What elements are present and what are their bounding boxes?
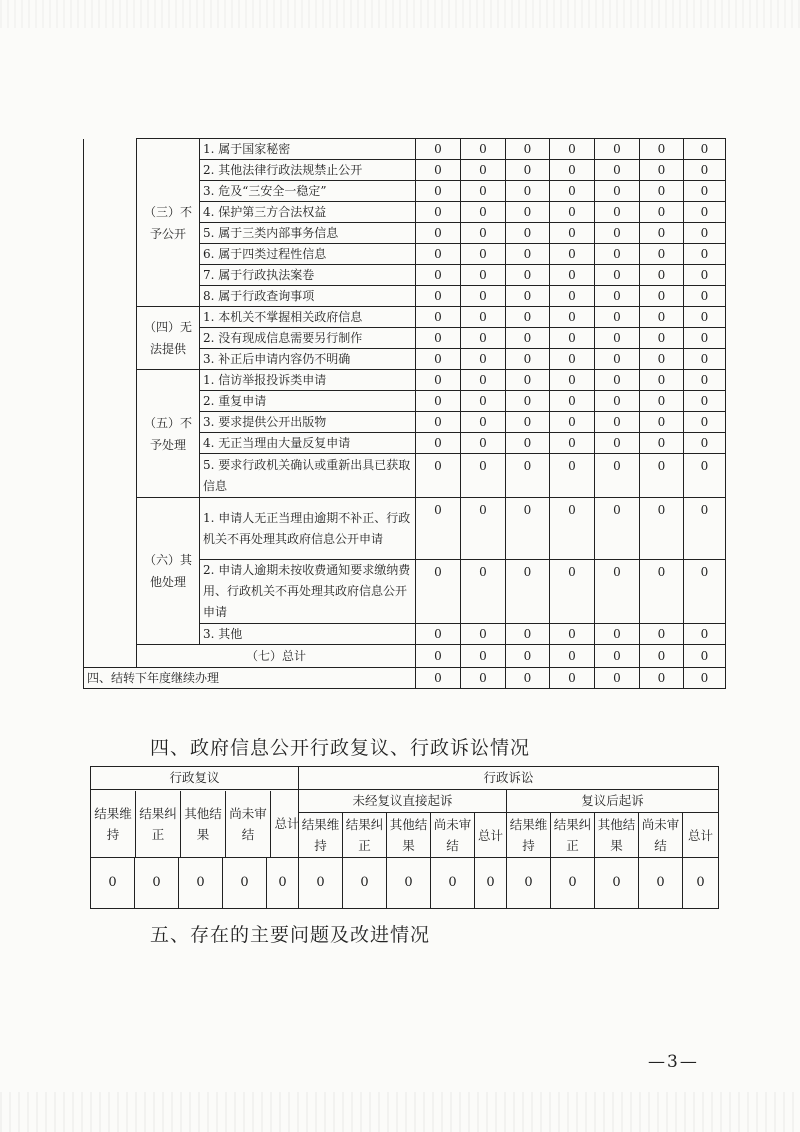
value-cell: 0	[343, 858, 387, 909]
blank-cell	[84, 391, 137, 412]
value-cell: 0	[416, 265, 461, 286]
admin-review-header: 行政复议	[91, 767, 299, 790]
value-cell: 0	[550, 498, 595, 560]
value-cell: 0	[640, 181, 684, 202]
item-label: 5. 属于三类内部事务信息	[200, 223, 416, 244]
carry-over-label: 四、结转下年度继续办理	[84, 668, 416, 689]
value-cell: 0	[684, 139, 726, 160]
value-cell: 0	[461, 160, 506, 181]
blank-cell	[84, 412, 137, 433]
value-cell: 0	[91, 858, 135, 909]
page-number: —3—	[648, 1052, 699, 1072]
litigation-subheader-row	[91, 790, 719, 813]
review-values-row	[91, 858, 719, 909]
value-cell: 0	[684, 560, 726, 624]
value-cell: 0	[461, 498, 506, 560]
value-cell: 0	[461, 328, 506, 349]
scan-noise-top	[0, 0, 800, 28]
item-label: 4. 无正当理由大量反复申请	[200, 433, 416, 454]
blank-cell	[84, 624, 137, 645]
value-cell: 0	[550, 560, 595, 624]
item-label: 3. 要求提供公开出版物	[200, 412, 416, 433]
value-cell: 0	[684, 181, 726, 202]
value-cell: 0	[684, 454, 726, 498]
value-cell: 0	[595, 160, 640, 181]
item-label: 1. 属于国家秘密	[200, 139, 416, 160]
value-cell: 0	[550, 286, 595, 307]
item-label: 3. 其他	[200, 624, 416, 645]
value-cell: 0	[550, 202, 595, 223]
value-cell: 0	[461, 349, 506, 370]
blank-cell	[84, 433, 137, 454]
value-cell: 0	[595, 624, 640, 645]
value-cell: 0	[416, 181, 461, 202]
value-cell: 0	[416, 391, 461, 412]
review-litigation-table	[90, 766, 719, 909]
category-label: （六）其他处理	[137, 498, 200, 645]
value-cell: 0	[684, 391, 726, 412]
value-cell: 0	[416, 349, 461, 370]
item-label: 5. 要求行政机关确认或重新出具已获取信息	[200, 454, 416, 498]
value-cell: 0	[595, 265, 640, 286]
value-cell: 0	[550, 454, 595, 498]
value-cell: 0	[551, 858, 595, 909]
value-cell: 0	[506, 139, 550, 160]
value-cell: 0	[595, 412, 640, 433]
value-cell: 0	[461, 181, 506, 202]
value-cell: 0	[461, 265, 506, 286]
value-cell: 0	[640, 202, 684, 223]
value-cell: 0	[595, 668, 640, 689]
value-cell: 0	[416, 412, 461, 433]
value-cell: 0	[640, 160, 684, 181]
value-cell: 0	[506, 433, 550, 454]
value-cell: 0	[461, 391, 506, 412]
column-label: 其他结果	[387, 813, 431, 858]
value-cell: 0	[416, 433, 461, 454]
value-cell: 0	[595, 244, 640, 265]
value-cell: 0	[550, 412, 595, 433]
value-cell: 0	[506, 391, 550, 412]
value-cell: 0	[684, 412, 726, 433]
blank-cell	[84, 328, 137, 349]
value-cell: 0	[684, 624, 726, 645]
value-cell: 0	[506, 668, 550, 689]
value-cell: 0	[640, 624, 684, 645]
value-cell: 0	[461, 560, 506, 624]
value-cell: 0	[416, 454, 461, 498]
value-cell: 0	[640, 265, 684, 286]
value-cell: 0	[461, 223, 506, 244]
blank-cell	[84, 307, 137, 328]
blank-cell	[84, 454, 137, 498]
table-row	[84, 307, 726, 328]
table-row	[84, 139, 726, 160]
value-cell: 0	[416, 668, 461, 689]
item-label: 3. 危及“三安全一稳定”	[200, 181, 416, 202]
value-cell: 0	[595, 560, 640, 624]
value-cell: 0	[684, 328, 726, 349]
item-label: 4. 保护第三方合法权益	[200, 202, 416, 223]
item-label: 1. 信访举报投诉类申请	[200, 370, 416, 391]
blank-cell	[84, 160, 137, 181]
value-cell: 0	[550, 181, 595, 202]
category-label: （五）不予处理	[137, 370, 200, 498]
value-cell: 0	[416, 370, 461, 391]
value-cell: 0	[299, 858, 343, 909]
value-cell: 0	[640, 244, 684, 265]
item-label: 6. 属于四类过程性信息	[200, 244, 416, 265]
value-cell: 0	[595, 307, 640, 328]
blank-cell	[84, 202, 137, 223]
value-cell: 0	[595, 858, 639, 909]
value-cell: 0	[461, 202, 506, 223]
value-cell: 0	[639, 858, 683, 909]
value-cell: 0	[640, 454, 684, 498]
value-cell: 0	[416, 139, 461, 160]
value-cell: 0	[416, 244, 461, 265]
item-label: 7. 属于行政执法案卷	[200, 265, 416, 286]
main-table-body	[84, 139, 726, 689]
value-cell: 0	[506, 498, 550, 560]
column-label: 尚未审结	[639, 813, 683, 858]
value-cell: 0	[506, 181, 550, 202]
column-label: 结果纠正	[551, 813, 595, 858]
blank-cell	[84, 286, 137, 307]
column-label: 结果维持	[94, 805, 132, 842]
item-label: 1. 本机关不掌握相关政府信息	[200, 307, 416, 328]
column-label: 结果维持	[299, 813, 343, 858]
value-cell: 0	[416, 498, 461, 560]
value-cell: 0	[506, 454, 550, 498]
value-cell: 0	[461, 645, 506, 668]
value-cell: 0	[640, 391, 684, 412]
value-cell: 0	[416, 307, 461, 328]
value-cell: 0	[550, 328, 595, 349]
column-label: 总计	[271, 791, 304, 857]
value-cell: 0	[595, 286, 640, 307]
value-cell: 0	[683, 858, 719, 909]
value-cell: 0	[461, 370, 506, 391]
value-cell: 0	[416, 160, 461, 181]
value-cell: 0	[684, 223, 726, 244]
value-cell: 0	[416, 286, 461, 307]
value-cell: 0	[684, 307, 726, 328]
value-cell: 0	[506, 160, 550, 181]
value-cell: 0	[461, 624, 506, 645]
column-label: 总计	[475, 813, 507, 858]
value-cell: 0	[506, 645, 550, 668]
value-cell: 0	[640, 412, 684, 433]
value-cell: 0	[387, 858, 431, 909]
value-cell: 0	[640, 370, 684, 391]
blank-cell	[84, 223, 137, 244]
value-cell: 0	[461, 668, 506, 689]
value-cell: 0	[640, 328, 684, 349]
value-cell: 0	[179, 858, 223, 909]
value-cell: 0	[550, 139, 595, 160]
value-cell: 0	[506, 223, 550, 244]
value-cell: 0	[640, 560, 684, 624]
value-cell: 0	[684, 286, 726, 307]
blank-cell	[84, 349, 137, 370]
value-cell: 0	[550, 391, 595, 412]
value-cell: 0	[684, 370, 726, 391]
blank-cell	[84, 560, 137, 624]
value-cell: 0	[461, 139, 506, 160]
value-cell: 0	[550, 370, 595, 391]
section-5-title: 五、存在的主要问题及改进情况	[150, 924, 431, 946]
table-row	[84, 498, 726, 560]
blank-cell	[84, 370, 137, 391]
value-cell: 0	[595, 181, 640, 202]
value-cell: 0	[506, 286, 550, 307]
value-cell: 0	[550, 160, 595, 181]
value-cell: 0	[640, 433, 684, 454]
value-cell: 0	[461, 433, 506, 454]
value-cell: 0	[416, 560, 461, 624]
value-cell: 0	[550, 223, 595, 244]
value-cell: 0	[506, 202, 550, 223]
value-cell: 0	[550, 668, 595, 689]
value-cell: 0	[267, 858, 299, 909]
value-cell: 0	[506, 624, 550, 645]
value-cell: 0	[684, 668, 726, 689]
carry-over-row	[84, 668, 726, 689]
blank-cell	[84, 265, 137, 286]
value-cell: 0	[550, 244, 595, 265]
value-cell: 0	[684, 265, 726, 286]
item-label: 2. 其他法律行政法规禁止公开	[200, 160, 416, 181]
value-cell: 0	[506, 265, 550, 286]
value-cell: 0	[135, 858, 179, 909]
value-cell: 0	[416, 328, 461, 349]
column-label: 结果维持	[507, 813, 551, 858]
value-cell: 0	[684, 645, 726, 668]
value-cell: 0	[506, 412, 550, 433]
blank-cell	[84, 181, 137, 202]
review-header-row	[91, 767, 719, 790]
value-cell: 0	[416, 202, 461, 223]
table-row	[84, 370, 726, 391]
value-cell: 0	[640, 139, 684, 160]
value-cell: 0	[595, 454, 640, 498]
value-cell: 0	[223, 858, 267, 909]
total-label: （七）总计	[137, 645, 416, 668]
value-cell: 0	[640, 498, 684, 560]
value-cell: 0	[506, 328, 550, 349]
value-cell: 0	[416, 645, 461, 668]
value-cell: 0	[640, 223, 684, 244]
value-cell: 0	[461, 244, 506, 265]
value-cell: 0	[595, 223, 640, 244]
column-label: 其他结果	[595, 813, 639, 858]
value-cell: 0	[506, 244, 550, 265]
item-label: 8. 属于行政查询事项	[200, 286, 416, 307]
value-cell: 0	[595, 349, 640, 370]
blank-cell	[84, 498, 137, 560]
item-label: 2. 申请人逾期未按收费通知要求缴纳费用、行政机关不再处理其政府信息公开申请	[200, 560, 416, 624]
column-label: 总计	[683, 813, 719, 858]
value-cell: 0	[461, 307, 506, 328]
column-label: 其他结果	[181, 791, 226, 857]
value-cell: 0	[550, 433, 595, 454]
value-cell: 0	[550, 349, 595, 370]
category-label: （四）无法提供	[137, 307, 200, 370]
value-cell: 0	[416, 624, 461, 645]
value-cell: 0	[684, 433, 726, 454]
litigation-header: 行政诉讼	[299, 767, 719, 790]
value-cell: 0	[684, 349, 726, 370]
section-4-title: 四、政府信息公开行政复议、行政诉讼情况	[150, 737, 531, 759]
scan-noise-bottom	[0, 1092, 800, 1132]
value-cell: 0	[595, 433, 640, 454]
category-label: （三）不予公开	[137, 139, 200, 307]
value-cell: 0	[595, 139, 640, 160]
value-cell: 0	[640, 307, 684, 328]
value-cell: 0	[684, 160, 726, 181]
value-cell: 0	[506, 370, 550, 391]
value-cell: 0	[684, 202, 726, 223]
column-label: 结果纠正	[136, 791, 181, 857]
value-cell: 0	[550, 624, 595, 645]
value-cell: 0	[461, 286, 506, 307]
blank-cell	[84, 244, 137, 265]
value-cell: 0	[595, 202, 640, 223]
value-cell: 0	[475, 858, 507, 909]
item-label: 2. 重复申请	[200, 391, 416, 412]
column-label: 结果纠正	[343, 813, 387, 858]
value-cell: 0	[640, 349, 684, 370]
value-cell: 0	[506, 560, 550, 624]
value-cell: 0	[595, 645, 640, 668]
value-cell: 0	[550, 307, 595, 328]
value-cell: 0	[640, 668, 684, 689]
total-row	[84, 645, 726, 668]
after-review-header: 复议后起诉	[507, 790, 719, 813]
admin-review-columns	[91, 790, 299, 858]
value-cell: 0	[416, 223, 461, 244]
value-cell: 0	[431, 858, 475, 909]
value-cell: 0	[550, 645, 595, 668]
value-cell: 0	[461, 454, 506, 498]
disposal-results-table	[83, 138, 726, 689]
value-cell: 0	[640, 645, 684, 668]
direct-suit-header: 未经复议直接起诉	[299, 790, 507, 813]
value-cell: 0	[507, 858, 551, 909]
blank-cell	[84, 139, 137, 160]
value-cell: 0	[595, 391, 640, 412]
item-label: 1. 申请人无正当理由逾期不补正、行政机关不再处理其政府信息公开申请	[200, 498, 416, 560]
value-cell: 0	[684, 244, 726, 265]
item-label: 3. 补正后申请内容仍不明确	[200, 349, 416, 370]
value-cell: 0	[595, 328, 640, 349]
admin-review-subcolumns	[91, 791, 303, 857]
column-label: 尚未审结	[226, 791, 271, 857]
item-label: 2. 没有现成信息需要另行制作	[200, 328, 416, 349]
value-cell: 0	[550, 265, 595, 286]
value-cell: 0	[595, 498, 640, 560]
value-cell: 0	[506, 349, 550, 370]
column-label: 尚未审结	[431, 813, 475, 858]
value-cell: 0	[640, 286, 684, 307]
blank-cell	[84, 645, 137, 668]
value-cell: 0	[595, 370, 640, 391]
value-cell: 0	[684, 498, 726, 560]
value-cell: 0	[506, 307, 550, 328]
value-cell: 0	[461, 412, 506, 433]
